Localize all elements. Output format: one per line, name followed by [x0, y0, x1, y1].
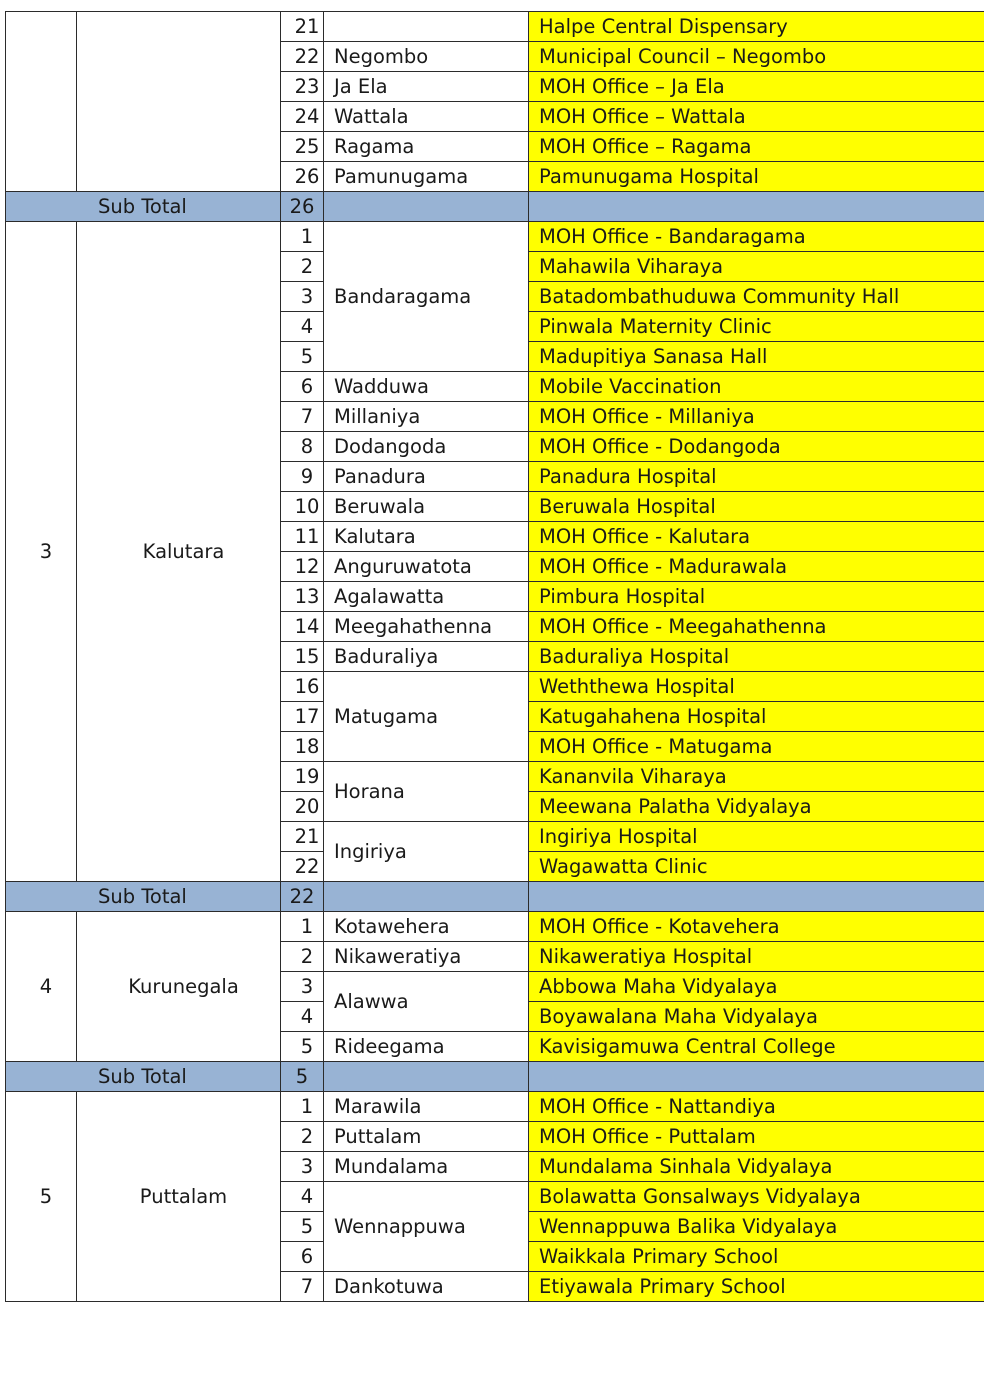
subtotal-count: 26: [281, 192, 324, 222]
moh-area-name: Wattala: [324, 102, 529, 132]
subtotal-count: 5: [281, 1062, 324, 1092]
centre-index: 2: [281, 1122, 324, 1152]
vaccination-centre-name: Kavisigamuwa Central College: [529, 1032, 984, 1062]
centre-index: 23: [281, 72, 324, 102]
moh-area-name: Agalawatta: [324, 582, 529, 612]
subtotal-row: [6, 1062, 984, 1092]
moh-area-name: Millaniya: [324, 402, 529, 432]
district-number: [6, 12, 77, 192]
table-row: [6, 912, 984, 942]
moh-area-name: Kalutara: [324, 522, 529, 552]
vaccination-centre-name: Mahawila Viharaya: [529, 252, 984, 282]
centre-index: 4: [281, 1182, 324, 1212]
vaccination-centre-name: MOH Office – Ragama: [529, 132, 984, 162]
district-name: Puttalam: [77, 1092, 281, 1302]
centre-index: 14: [281, 612, 324, 642]
centre-index: 16: [281, 672, 324, 702]
vaccination-centre-name: MOH Office - Millaniya: [529, 402, 984, 432]
vaccination-centre-name: MOH Office - Matugama: [529, 732, 984, 762]
subtotal-empty-cell: [529, 882, 984, 912]
district-number: 4: [6, 912, 77, 1062]
moh-area-name: Wennappuwa: [324, 1182, 529, 1272]
vaccination-centre-name: Etiyawala Primary School: [529, 1272, 984, 1302]
centre-index: 26: [281, 162, 324, 192]
subtotal-count: 22: [281, 882, 324, 912]
centre-index: 6: [281, 372, 324, 402]
moh-area-name: Horana: [324, 762, 529, 822]
moh-area-name: Baduraliya: [324, 642, 529, 672]
district-number: 5: [6, 1092, 77, 1302]
moh-area-name: Wadduwa: [324, 372, 529, 402]
table-row: [6, 1092, 984, 1122]
subtotal-row: [6, 882, 984, 912]
centre-index: 3: [281, 1152, 324, 1182]
vaccination-centre-name: Boyawalana Maha Vidyalaya: [529, 1002, 984, 1032]
moh-area-name: Anguruwatota: [324, 552, 529, 582]
vaccination-centre-name: Beruwala Hospital: [529, 492, 984, 522]
centre-index: 18: [281, 732, 324, 762]
vaccination-centre-name: MOH Office - Kotavehera: [529, 912, 984, 942]
moh-area-name: Bandaragama: [324, 222, 529, 372]
vaccination-centre-name: Meewana Palatha Vidyalaya: [529, 792, 984, 822]
centre-index: 22: [281, 852, 324, 882]
centre-index: 19: [281, 762, 324, 792]
subtotal-empty-cell: [529, 192, 984, 222]
vaccination-centre-name: MOH Office - Madurawala: [529, 552, 984, 582]
vaccination-centre-name: Mundalama Sinhala Vidyalaya: [529, 1152, 984, 1182]
centre-index: 17: [281, 702, 324, 732]
vaccination-centre-name: Nikaweratiya Hospital: [529, 942, 984, 972]
subtotal-row: [6, 192, 984, 222]
vaccination-centre-name: Abbowa Maha Vidyalaya: [529, 972, 984, 1002]
district-name: Kurunegala: [77, 912, 281, 1062]
subtotal-label: Sub Total: [6, 192, 281, 222]
vaccination-centre-name: Pinwala Maternity Clinic: [529, 312, 984, 342]
vaccination-centre-name: Wagawatta Clinic: [529, 852, 984, 882]
moh-area-name: Meegahathenna: [324, 612, 529, 642]
vaccination-centre-name: Ingiriya Hospital: [529, 822, 984, 852]
vaccination-centre-name: MOH Office - Dodangoda: [529, 432, 984, 462]
vaccination-centres-table-container: [5, 11, 984, 1302]
centre-index: 8: [281, 432, 324, 462]
centre-index: 7: [281, 402, 324, 432]
subtotal-label: Sub Total: [6, 882, 281, 912]
centre-index: 1: [281, 912, 324, 942]
vaccination-centre-name: Municipal Council – Negombo: [529, 42, 984, 72]
moh-area-name: Kotawehera: [324, 912, 529, 942]
vaccination-centre-name: Kananvila Viharaya: [529, 762, 984, 792]
centre-index: 15: [281, 642, 324, 672]
vaccination-centre-name: Waikkala Primary School: [529, 1242, 984, 1272]
vaccination-centre-name: Weththewa Hospital: [529, 672, 984, 702]
centre-index: 4: [281, 1002, 324, 1032]
district-number: 3: [6, 222, 77, 882]
centre-index: 20: [281, 792, 324, 822]
vaccination-centres-table: [5, 11, 984, 1302]
subtotal-empty-cell: [324, 882, 529, 912]
vaccination-centre-name: Bolawatta Gonsalways Vidyalaya: [529, 1182, 984, 1212]
centre-index: 21: [281, 12, 324, 42]
vaccination-centre-name: MOH Office - Nattandiya: [529, 1092, 984, 1122]
centre-index: 12: [281, 552, 324, 582]
moh-area-name: Ja Ela: [324, 72, 529, 102]
vaccination-centre-name: Baduraliya Hospital: [529, 642, 984, 672]
subtotal-empty-cell: [529, 1062, 984, 1092]
centre-index: 11: [281, 522, 324, 552]
centre-index: 21: [281, 822, 324, 852]
moh-area-name: Beruwala: [324, 492, 529, 522]
centre-index: 24: [281, 102, 324, 132]
centre-index: 7: [281, 1272, 324, 1302]
vaccination-centre-name: MOH Office – Ja Ela: [529, 72, 984, 102]
vaccination-centre-name: Halpe Central Dispensary: [529, 12, 984, 42]
moh-area-name: Panadura: [324, 462, 529, 492]
centre-index: 22: [281, 42, 324, 72]
moh-area-name: Rideegama: [324, 1032, 529, 1062]
centre-index: 1: [281, 1092, 324, 1122]
centre-index: 10: [281, 492, 324, 522]
vaccination-centre-name: Panadura Hospital: [529, 462, 984, 492]
vaccination-centre-name: Madupitiya Sanasa Hall: [529, 342, 984, 372]
centre-index: 2: [281, 252, 324, 282]
moh-area-name: Ragama: [324, 132, 529, 162]
moh-area-name: Marawila: [324, 1092, 529, 1122]
moh-area-name: Ingiriya: [324, 822, 529, 882]
vaccination-centre-name: Batadombathuduwa Community Hall: [529, 282, 984, 312]
vaccination-centre-name: Pamunugama Hospital: [529, 162, 984, 192]
centre-index: 5: [281, 1032, 324, 1062]
centre-index: 25: [281, 132, 324, 162]
centre-index: 9: [281, 462, 324, 492]
moh-area-name: Negombo: [324, 42, 529, 72]
vaccination-centre-name: MOH Office - Puttalam: [529, 1122, 984, 1152]
district-name: Kalutara: [77, 222, 281, 882]
moh-area-name: Dankotuwa: [324, 1272, 529, 1302]
district-name: [77, 12, 281, 192]
centre-index: 13: [281, 582, 324, 612]
centre-index: 5: [281, 1212, 324, 1242]
centre-index: 6: [281, 1242, 324, 1272]
moh-area-name: Dodangoda: [324, 432, 529, 462]
subtotal-empty-cell: [324, 192, 529, 222]
vaccination-centre-name: MOH Office – Wattala: [529, 102, 984, 132]
moh-area-name: Puttalam: [324, 1122, 529, 1152]
moh-area-name: Nikaweratiya: [324, 942, 529, 972]
vaccination-centre-name: Wennappuwa Balika Vidyalaya: [529, 1212, 984, 1242]
table-body: [6, 12, 984, 1302]
vaccination-centre-name: Mobile Vaccination: [529, 372, 984, 402]
centre-index: 4: [281, 312, 324, 342]
table-row: [6, 222, 984, 252]
centre-index: 3: [281, 972, 324, 1002]
table-row: [6, 12, 984, 42]
vaccination-centre-name: MOH Office - Bandaragama: [529, 222, 984, 252]
centre-index: 2: [281, 942, 324, 972]
subtotal-label: Sub Total: [6, 1062, 281, 1092]
subtotal-empty-cell: [324, 1062, 529, 1092]
centre-index: 1: [281, 222, 324, 252]
moh-area-name: Alawwa: [324, 972, 529, 1032]
moh-area-name: Pamunugama: [324, 162, 529, 192]
moh-area-name: [324, 12, 529, 42]
moh-area-name: Matugama: [324, 672, 529, 762]
vaccination-centre-name: MOH Office - Kalutara: [529, 522, 984, 552]
vaccination-centre-name: MOH Office - Meegahathenna: [529, 612, 984, 642]
vaccination-centre-name: Katugahahena Hospital: [529, 702, 984, 732]
moh-area-name: Mundalama: [324, 1152, 529, 1182]
centre-index: 5: [281, 342, 324, 372]
vaccination-centre-name: Pimbura Hospital: [529, 582, 984, 612]
centre-index: 3: [281, 282, 324, 312]
